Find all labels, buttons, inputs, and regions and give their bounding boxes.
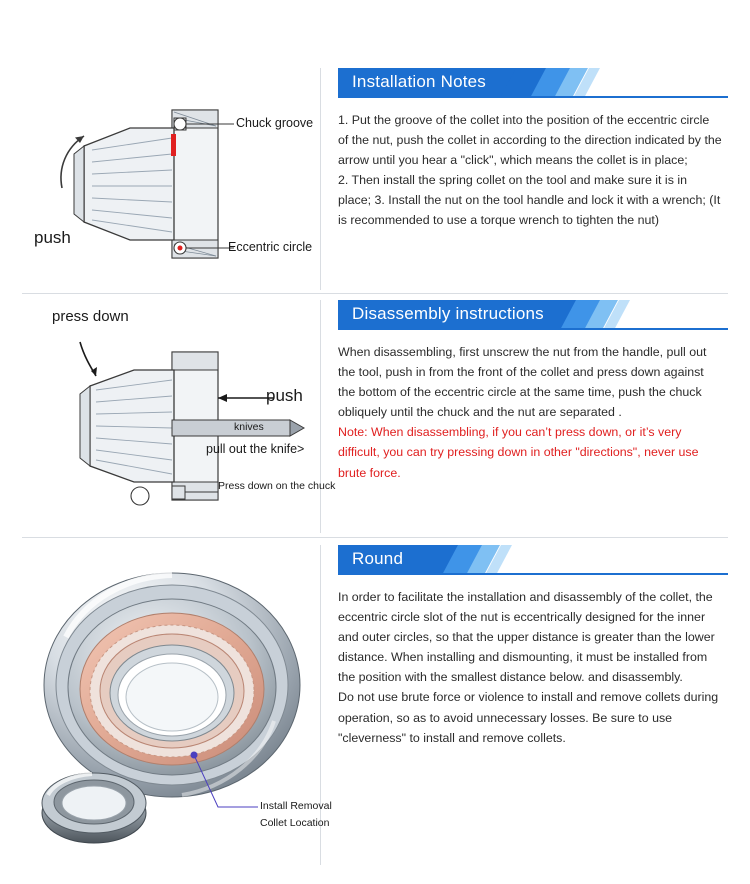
installation-paragraph-1: 1. Put the groove of the collet into the position of the eccentric circle of the nut, push the collet in according to the direction indicated by the arrow until you hear a "click", which means the collet is in place; [338, 113, 722, 168]
round-text [320, 545, 728, 865]
round-photo [22, 545, 332, 865]
collet-removal-cross-section-diagram [22, 300, 320, 530]
label-collet-location: Collet Location [260, 817, 330, 829]
round-title: Round [352, 549, 404, 568]
round-paragraph-2: Do not use brute force or violence to install and remove collets during operation, so as to avoid unnecessary losses. Be sure to use "cleverness" to install and remove collets. [338, 690, 719, 745]
round-paragraph-1: In order to facilitate the installation and disassembly of the collet, the eccentric circle slot of the nut is eccentrically designed for the inner and outer circles, so that the upper distance is greater than the lower distance. When installing and dismounting, it must be installed from the position with the smallest distance below. and disassembly. [338, 590, 715, 685]
disassembly-body [338, 342, 728, 483]
label-press-down: press down [52, 308, 129, 325]
label-press-down-on-the-chuck: Press down on the chuck [218, 480, 336, 492]
label-push-1: push [34, 228, 71, 247]
section-disassembly-instructions [22, 300, 728, 530]
label-install-removal: Install Removal [260, 800, 332, 812]
section-round [22, 545, 728, 865]
label-push-2: push [266, 386, 303, 405]
round-banner [338, 545, 728, 575]
disassembly-instructions-text [320, 300, 728, 530]
disassembly-title: Disassembly instructions [352, 304, 544, 323]
installation-paragraph-2: 2. Then install the spring collet on the tool and make sure it is in place; 3. Install the nut on the tool handle and lock it with a wrench; (It is recommended to use a torque wrench to tighten the nut) [338, 173, 721, 228]
collet-nut-cross-section-diagram [22, 68, 320, 290]
section-installation-notes [22, 68, 728, 290]
section-divider-1 [22, 293, 728, 294]
disassembly-diagram [22, 300, 336, 530]
disassembly-banner [338, 300, 728, 330]
section-divider-2 [22, 537, 728, 538]
installation-diagram [22, 68, 320, 290]
installation-notes-text [320, 68, 728, 290]
installation-notes-title: Installation Notes [352, 72, 487, 91]
installation-notes-banner [338, 68, 728, 98]
disassembly-note: Note: When disassembling, if you can’t press down, or it’s very difficult, you can try pressing down in other "directions", never use brute force. [338, 425, 699, 480]
label-chuck-groove: Chuck groove [236, 116, 314, 130]
disassembly-paragraph-1: When disassembling, first unscrew the nut from the handle, pull out the tool, push in from the front of the collet and press down against the bottom of the eccentric circle at the same time, push the chuck obliquely until the chuck and the nut are separated . [338, 345, 707, 420]
round-body [338, 587, 728, 748]
label-eccentric-circle: Eccentric circle [228, 240, 313, 254]
installation-notes-body [338, 110, 728, 231]
label-pull-out-the-knife: pull out the knife> [206, 442, 305, 456]
label-knives: knives [234, 421, 264, 433]
